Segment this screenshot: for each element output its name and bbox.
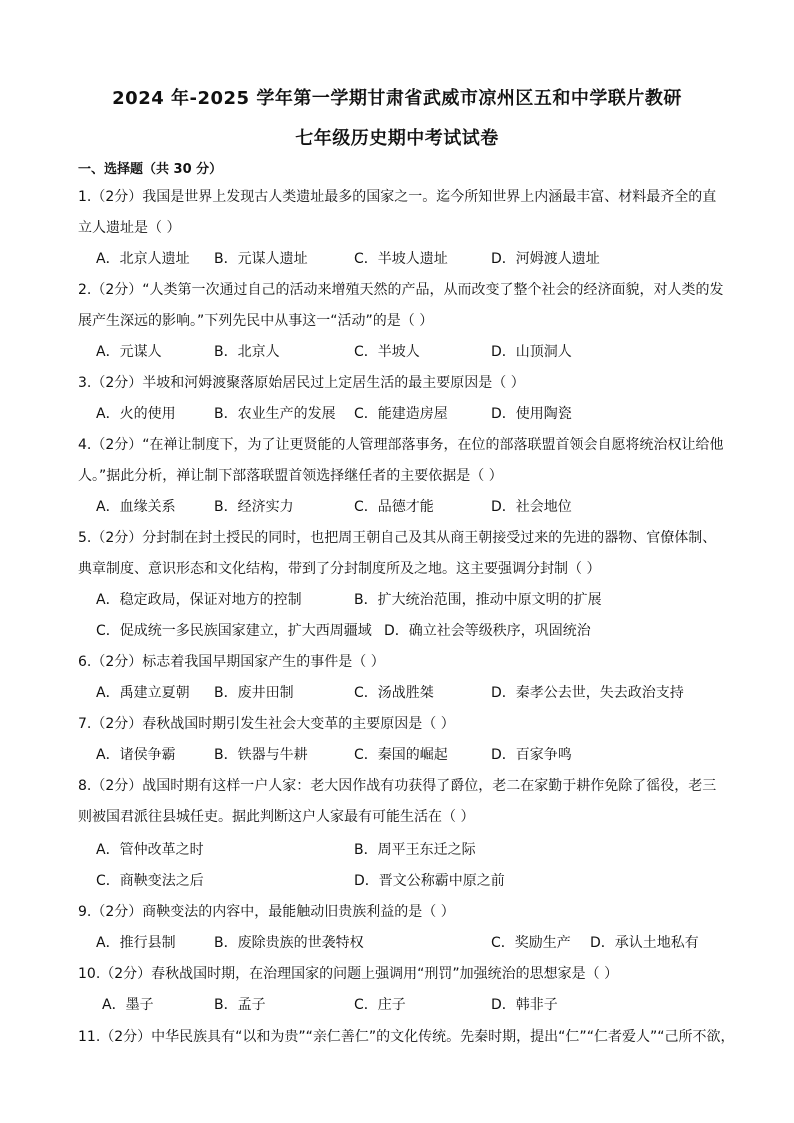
question-1-option-d: D．河姆渡人遗址 <box>491 251 600 267</box>
question-2-option-a: A．元谋人 <box>96 344 162 360</box>
exam-title-line-1: 2024 年-2025 学年第一学期甘肃省武威市凉州区五和中学联片教研 <box>112 88 682 109</box>
question-4-option-c: C．品德才能 <box>354 499 434 515</box>
question-5-stem-cont: 典章制度、意识形态和文化结构，带到了分封制度所及之地。这主要强调分封制（ ） <box>78 561 601 577</box>
question-5-option-a: A．稳定政局，保证对地方的控制 <box>96 592 302 608</box>
section-heading: 一、选择题（共 30 分） <box>78 162 223 177</box>
question-6-stem: 6.（2分）标志着我国早期国家产生的事件是（ ） <box>78 654 385 670</box>
question-1-stem-cont: 立人遗址是（ ） <box>78 220 181 236</box>
exam-title-line-2: 七年级历史期中考试试卷 <box>295 128 499 149</box>
question-3-option-c: C．能建造房屋 <box>354 406 448 422</box>
question-9-option-d: D．承认土地私有 <box>590 935 699 951</box>
question-8-option-a: A．管仲改革之时 <box>96 842 204 858</box>
question-9-option-a: A．推行县制 <box>96 935 176 951</box>
question-3-option-b: B．农业生产的发展 <box>214 406 336 422</box>
question-4-option-b: B．经济实力 <box>214 499 294 515</box>
question-8-stem: 8.（2分）战国时期有这样一户人家：老大因作战有功获得了爵位，老二在家勤于耕作免除了徭役，老三 <box>78 778 717 794</box>
question-5-option-b: B．扩大统治范围，推动中原文明的扩展 <box>354 592 602 608</box>
question-7-option-d: D．百家争鸣 <box>491 747 572 763</box>
question-2-stem-cont: 展产生深远的影响。”下列先民中从事这一“活动”的是（ ） <box>78 313 434 329</box>
question-2-option-d: D．山顶洞人 <box>491 344 572 360</box>
question-9-stem: 9.（2分）商鞅变法的内容中，最能触动旧贵族利益的是（ ） <box>78 904 455 920</box>
question-6-option-a: A．禹建立夏朝 <box>96 685 190 701</box>
question-10-stem: 10.（2分）春秋战国时期，在治理国家的问题上强调用“刑罚”加强统治的思想家是（ ） <box>78 966 619 982</box>
question-8-option-c: C．商鞅变法之后 <box>96 873 204 889</box>
question-10-option-b: B．孟子 <box>214 997 266 1013</box>
question-7-option-b: B．铁器与牛耕 <box>214 747 308 763</box>
question-4-stem: 4.（2分）“在禅让制度下，为了让更贤能的人管理部落事务，在位的部落联盟首领会自愿将统治权让给他 <box>78 437 724 453</box>
question-1-option-a: A．北京人遗址 <box>96 251 190 267</box>
question-7-stem: 7.（2分）春秋战国时期引发生社会大变革的主要原因是（ ） <box>78 716 455 732</box>
question-6-option-b: B．废井田制 <box>214 685 294 701</box>
question-8-option-b: B．周平王东迁之际 <box>354 842 476 858</box>
question-10-option-a: A．墨子 <box>102 997 154 1013</box>
question-4-option-d: D．社会地位 <box>491 499 572 515</box>
question-10-option-c: C．庄子 <box>354 997 406 1013</box>
question-1-option-c: C．半坡人遗址 <box>354 251 448 267</box>
question-3-option-a: A．火的使用 <box>96 406 176 422</box>
question-5-option-c: C．促成统一多民族国家建立，扩大西周疆域 <box>96 623 372 639</box>
question-1-option-b: B．元谋人遗址 <box>214 251 308 267</box>
question-5-option-d: D．确立社会等级秩序，巩固统治 <box>384 623 591 639</box>
question-5-stem: 5.（2分）分封制在封土授民的同时，也把周王朝自己及其从商王朝接受过来的先进的器物、官僚体制、 <box>78 530 717 546</box>
question-3-stem: 3.（2分）半坡和河姆渡聚落原始居民过上定居生活的最主要原因是（ ） <box>78 375 525 391</box>
question-4-stem-cont: 人。”据此分析，禅让制下部落联盟首领选择继任者的主要依据是（ ） <box>78 468 503 484</box>
question-4-option-a: A．血缘关系 <box>96 499 176 515</box>
question-2-option-c: C．半坡人 <box>354 344 420 360</box>
question-1-stem: 1.（2分）我国是世界上发现古人类遗址最多的国家之一。迄今所知世界上内涵最丰富、材料最齐全的直 <box>78 189 717 205</box>
question-7-option-c: C．秦国的崛起 <box>354 747 448 763</box>
question-9-option-c: C．奖励生产 <box>491 935 571 951</box>
question-7-option-a: A．诸侯争霸 <box>96 747 176 763</box>
question-6-option-d: D．秦孝公去世，失去政治支持 <box>491 685 684 701</box>
question-3-option-d: D．使用陶瓷 <box>491 406 572 422</box>
question-8-option-d: D．晋文公称霸中原之前 <box>354 873 505 889</box>
question-10-option-d: D．韩非子 <box>491 997 558 1013</box>
question-2-option-b: B．北京人 <box>214 344 280 360</box>
question-2-stem: 2.（2分）“人类第一次通过自己的活动来增殖天然的产品，从而改变了整个社会的经济面貌，对人类的发 <box>78 282 724 298</box>
question-11-stem: 11.（2分）中华民族具有“以和为贵”“亲仁善仁”的文化传统。先秦时期，提出“仁”“仁者爱人”“己所不欲， <box>78 1029 735 1045</box>
question-9-option-b: B．废除贵族的世袭特权 <box>214 935 364 951</box>
question-6-option-c: C．汤战胜桀 <box>354 685 434 701</box>
question-8-stem-cont: 则被国君派往县城任吏。据此判断这户人家最有可能生活在（ ） <box>78 809 475 825</box>
